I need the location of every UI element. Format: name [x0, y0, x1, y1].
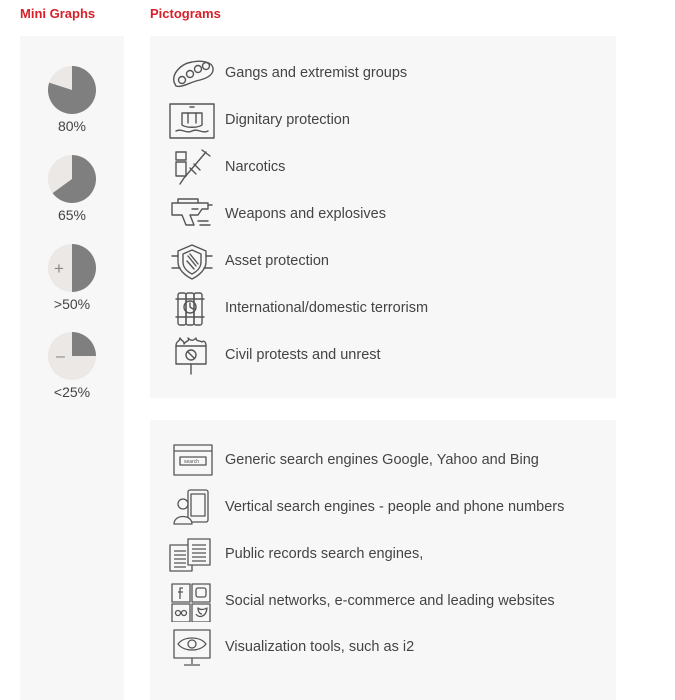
- pictogram-row: [150, 54, 616, 94]
- monitor-eye-icon: [168, 628, 216, 668]
- search-window-icon: [168, 441, 216, 481]
- pictogram-label: Weapons and explosives: [225, 206, 386, 222]
- shield-icon: [168, 242, 216, 282]
- search-box-text: search: [184, 459, 200, 465]
- pictogram-row: [150, 441, 616, 481]
- pictogram-row: [150, 242, 616, 282]
- pie-slice: [72, 244, 96, 292]
- mini-graph-label: 80%: [57, 118, 87, 134]
- pie-chart: [46, 242, 98, 294]
- pictogram-row: [150, 336, 616, 376]
- pictogram-label: Vertical search engines - people and phone numbers: [225, 499, 565, 515]
- pictogram-row: [150, 195, 616, 235]
- brass-knuckles-icon: [168, 54, 216, 94]
- pie-chart: [46, 64, 98, 116]
- pictogram-row: [150, 628, 616, 668]
- pictogram-row: [150, 101, 616, 141]
- pie-symbol: –: [56, 348, 65, 365]
- pictogram-label: Civil protests and unrest: [225, 347, 381, 363]
- mini-graph-label: <25%: [53, 384, 91, 400]
- pictogram-label: International/domestic terrorism: [225, 300, 429, 316]
- pictogram-label: Social networks, e-commerce and leading websites: [225, 593, 555, 609]
- social-grid-icon: [168, 582, 216, 622]
- podium-icon: [168, 101, 216, 141]
- pictogram-row: [150, 148, 616, 188]
- documents-icon: [168, 535, 216, 575]
- mini-graphs-heading: Mini Graphs: [20, 6, 96, 21]
- pictograms-heading: Pictograms: [150, 6, 221, 21]
- pie-slice: [72, 332, 96, 356]
- mini-graphs-panel: [20, 36, 124, 700]
- pictogram-row: [150, 582, 616, 622]
- pictogram-label: Asset protection: [225, 253, 329, 269]
- pie-chart: [46, 153, 98, 205]
- gun-icon: [168, 195, 216, 235]
- tool-pictograms-panel: [150, 420, 616, 700]
- pictogram-row: [150, 535, 616, 575]
- pictogram-label: Generic search engines Google, Yahoo and Bing: [225, 452, 539, 468]
- pictogram-label: Narcotics: [225, 159, 286, 175]
- pictogram-label: Dignitary protection: [225, 112, 350, 128]
- person-phone-icon: [168, 488, 216, 528]
- pictogram-label: Visualization tools, such as i2: [225, 639, 415, 655]
- pictogram-label: Public records search engines,: [225, 546, 424, 562]
- pictogram-label: Gangs and extremist groups: [225, 65, 408, 81]
- syringe-icon: [168, 148, 216, 188]
- mini-graph-label: 65%: [57, 207, 87, 223]
- mini-graph-label: >50%: [53, 296, 91, 312]
- bomb-icon: [168, 289, 216, 329]
- pictogram-row: [150, 488, 616, 528]
- pie-chart: [46, 330, 98, 382]
- pictogram-row: [150, 289, 616, 329]
- protest-sign-icon: [168, 336, 216, 376]
- threat-pictograms-panel: [150, 36, 616, 398]
- pie-symbol: +: [54, 259, 64, 278]
